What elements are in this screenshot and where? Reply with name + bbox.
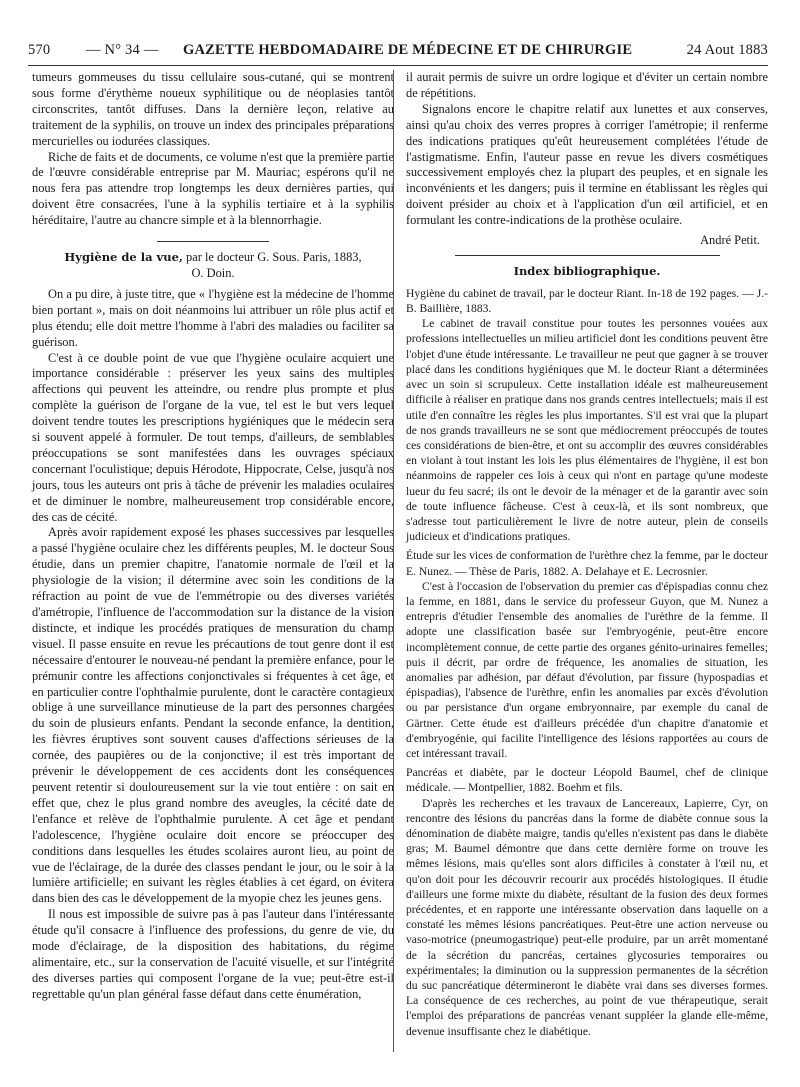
entry-reference: Hygiène du cabinet de travail, par le docteur Riant. In-18 de 192 pages. — J.-B. Baillière, 1883. [406,286,768,316]
journal-title: GAZETTE HEBDOMADAIRE DE MÉDECINE ET DE CHIRURGIE [183,42,633,58]
index-entry [406,548,768,761]
author-signature: André Petit. [700,233,760,248]
entry-body: C'est à l'occasion de l'observation du premier cas d'épispadias connu chez la femme, en 1881, dans le service du professeur Guyon, que M. Nunez a entrepris d'étudier l'ensemble des anomalies de l'urèthre de la femme. Il adopte une classification basée sur l'embryogénie, peut-être encore incomplètement connue, de cette partie des organes génito-urinaires femelles; puis il décrit, par ordre de fréquence, les anomalies de situation, les anomalies par adhésion, par défaut d'évolution, par fissure (hypospadias et épispadias), l'absence de l'urèthre, enfin les anomalies par excès d'évolution ou par persistance d'un organe embryonnaire, par exemple du canal de Gärtner. Cette étude est d'ailleurs précédée d'un chapitre d'anatomie et d'embryogénie, qui facilite l'intelligence des lésions rapportées au cours de cet intéressant travail. [406,579,768,760]
issue-date: 24 Aout 1883 [686,42,768,58]
index-entry [406,286,768,544]
article-separator [157,241,269,242]
page-number: 570 [28,42,51,58]
book-publisher: O. Doin. [191,265,235,280]
entry-body: D'après les recherches et les travaux de Lancereaux, Lapierre, Cyr, on rencontre des lésions du pancréas dans la forme de diabète connue sous la dénomination de diabète maigre, tandis qu'elles n'existent pas dans le diabète gras; M. Baumel démontre que dans cette dernière forme on trouve les mêmes lésions, mais qu'elles sont alors difficiles à constater à l'œil nu, et qu'on doit pour les découvrir recourir aux procédés histologiques. Il étudie d'ailleurs une forme mixte du diabète, résultant de la fusion des deux formes précédentes, et en rapporte une intéressante observation dans laquelle on a constaté les mêmes lésions pancréatiques. Peut-être une action nerveuse ou vaso-motrice (pneumogastrique) peut-elle produire, par un arrêt momentané de la sécrétion du pancréas, certaines glycosuries temporaires ou expérimentales; la diminution ou la suppression permanentes de la sécrétion du suc pancréatique détermineront le diabète vrai dans ses diverses formes. La conséquence de ces recherches, au point de vue thérapeutique, serait l'emploi des préparations de pancréas venant suppléer la glande elle-même, devenue insuffisante chez le diabétique. [406,796,768,1038]
column-divider [393,70,394,1052]
review-paragraph: Il nous est impossible de suivre pas à pas l'auteur dans l'intéressante étude qu'il consacre à l'influence des professions, du genre de vie, du mode d'éclairage, de la disposition des habitations, du régime alimentaire, etc., sur la conservation de l'acuité visuelle, et sur l'intégrité des diverses parties qui composent l'organe de la vue; peut-être est-il regrettable qu'un plan général fasse défaut dans cette énumération, [32,907,394,1001]
book-title: Hygiène de la vue, [64,250,183,265]
right-column [406,70,768,1039]
page-header [28,38,768,64]
index-heading: Index bibliographique. [513,263,661,278]
entry-reference: Pancréas et diabète, par le docteur Léopold Baumel, chef de clinique médicale. — Montpellier, 1882. Boehm et fils. [406,766,768,795]
section-separator [455,255,720,256]
issue-number: — N° 34 — [86,42,159,58]
review-paragraph: On a pu dire, à juste titre, que « l'hygiène est la médecine de l'homme bien portant », mais on doit néanmoins lui attribuer un rôle plus actif et plus étendu; elle doit mettre l'homme à l'abri des maladies ou faciliter sa guérison. [32,286,394,349]
book-review-heading [32,250,394,282]
continued-paragraph: il aurait permis de suivre un ordre logique et d'éviter un certain nombre de répétitions. [406,70,768,100]
review-paragraph: Signalons encore le chapitre relatif aux lunettes et aux conserves, ainsi qu'au choix des verres propres à corriger l'amétropie; il renferme des indications pratiques qu'eût heureusement complétées l'étude de l'astigmatisme. Enfin, l'auteur passe en revue les divers cosmétiques successivement employés chez la plupart des peuples, et en signale les inconvénients et les dangers; puis il termine en établissant les règles qui doivent présider au choix et à l'application d'un œil artificiel, et en formulant les contre-indications de la prothèse oculaire. [406,101,768,228]
entry-body: Le cabinet de travail constitue pour toutes les personnes vouées aux professions intellectuelles un milieu artificiel dont les conditions peuvent être l'objet d'une étude intéressante. Le travailleur ne peut que gagner à se trouver placé dans les conditions hygiéniques que M. le docteur Riant a déterminées avec un soin si scrupuleux. Cette installation idéale est malheureusement difficile à réaliser en pratique dans nos grands centres intellectuels; mais il est utile d'en connaître les règles les plus importantes. S'il est vrai que la plupart de nos grands travailleurs ne se sont que médiocrement préoccupés de toutes ces considérations de bien-être, et ont su accomplir des œuvres considérables en violant à tout instant les lois les plus élémentaires de l'hygiène, il est bon néanmoins de rappeler ces lois à ceux qui n'ont en partage qu'une modeste lueur du feu sacré; ils ont le devoir de la ménager et de la garantir avec soin de toute influence fâcheuse. C'est à ceux-là, et ils sont nombreux, que s'adresse tout particulièrement le livre de notre auteur, plein de conseils judicieux et d'indications pratiques. [406,317,768,544]
left-column [32,70,394,1003]
book-author: par le docteur G. Sous. Paris, 1883, [186,250,362,265]
closing-paragraph: Riche de faits et de documents, ce volume n'est que la première partie de l'œuvre considérable entreprise par M. Mauriac; espérons qu'il ne nous fera pas attendre trop longtemps les deux dernières parties, qui doivent être consacrées, l'une à la syphilis tertiaire et à la syphilis héréditaire, l'autre au chancre simple et à la blennorrhagie. [32,149,394,228]
header-divider [28,65,768,66]
continued-paragraph: tumeurs gommeuses du tissu cellulaire sous-cutané, qui se montrent sous forme d'érythème noueux syphilitique ou de néoplasies tantôt circonscrites, tantôt diffuses. Dans la dernière leçon, relative au traitement de la syphilis, on trouve un index des principales préparations mercurielles ou iodurées classiques. [32,70,394,148]
entry-reference: Étude sur les vices de conformation de l'urèthre chez la femme, par le docteur E. Nunez. — Thèse de Paris, 1882. A. Delahaye et E. Lecrosnier. [406,549,768,578]
index-entry [406,765,768,1039]
review-paragraph: Après avoir rapidement exposé les phases successives par lesquelles a passé l'hygiène oculaire chez les différents peuples, M. le docteur Sous étudie, dans un premier chapitre, l'anatomie normale de l'œil et la physiologie de la vision; il détermine avec soin les conditions de la réfraction au point de vue de l'emmétropie ou des diverses variétés d'amétropie, l'influence de l'accommodation sur la distance de la vision distincte, et indique les procédés pratiques de mensuration du champ visuel. Il passe ensuite en revue les précautions de tout genre dont il est nécessaire d'entourer le nouveau-né pendant la première enfance, pour le prémunir contre les affections conjonctivales si fréquentes à cet âge, et en particulier contre l'ophthalmie purulente, dont le caractère contagieux oblige à une surveillance minutieuse de la part des personnes chargées du soin de plusieurs enfants. Pendant la seconde enfance, la dentition, les fièvres éruptives sont souvent causes d'affections sérieuses de la cornée, des paupières ou de la conjonctive; il est très important de prévenir le développement de ces accidents dont les conséquences peuvent retentir si douloureusement sur la vie tout entière : on sait en effet que, chez le plus grand nombre des aveugles, la cécité date de l'enfance et relève de l'ophthalmie purulente. A cet âge et pendant l'adolescence, l'hygiène oculaire doit encore se préoccuper des conditions dans lesquelles les études scolaires auront lieu, au point de vue de l'éclairage, de la durée des classes pendant le jour, ou le soir à la lumière artificielle; en suivant les règles établies à cet égard, on évitera dans bien des cas le développement de la myopie chez les jeunes gens. [32,525,394,906]
review-paragraph: C'est à ce double point de vue que l'hygiène oculaire acquiert une importance considérable : préserver les yeux sains des multiples affections qui peuvent les atteindre, ou rendre plus prompte et plus complète la guérison de l'organe de la vue, tel est le but vers lequel doivent tendre toutes les prescriptions hygiéniques que le médecin sera si souvent appelé à formuler. De tout temps, d'ailleurs, de semblables préoccupations se sont manifestées dans les ouvrages spéciaux concernant l'oculistique; depuis Hérodote, Hippocrate, Celse, jusqu'à nos jours, tous les auteurs ont pris à tâche de prévenir les maladies oculaires et de diminuer le nombre, malheureusement trop considérable encore, des cas de cécité. [32,350,394,524]
